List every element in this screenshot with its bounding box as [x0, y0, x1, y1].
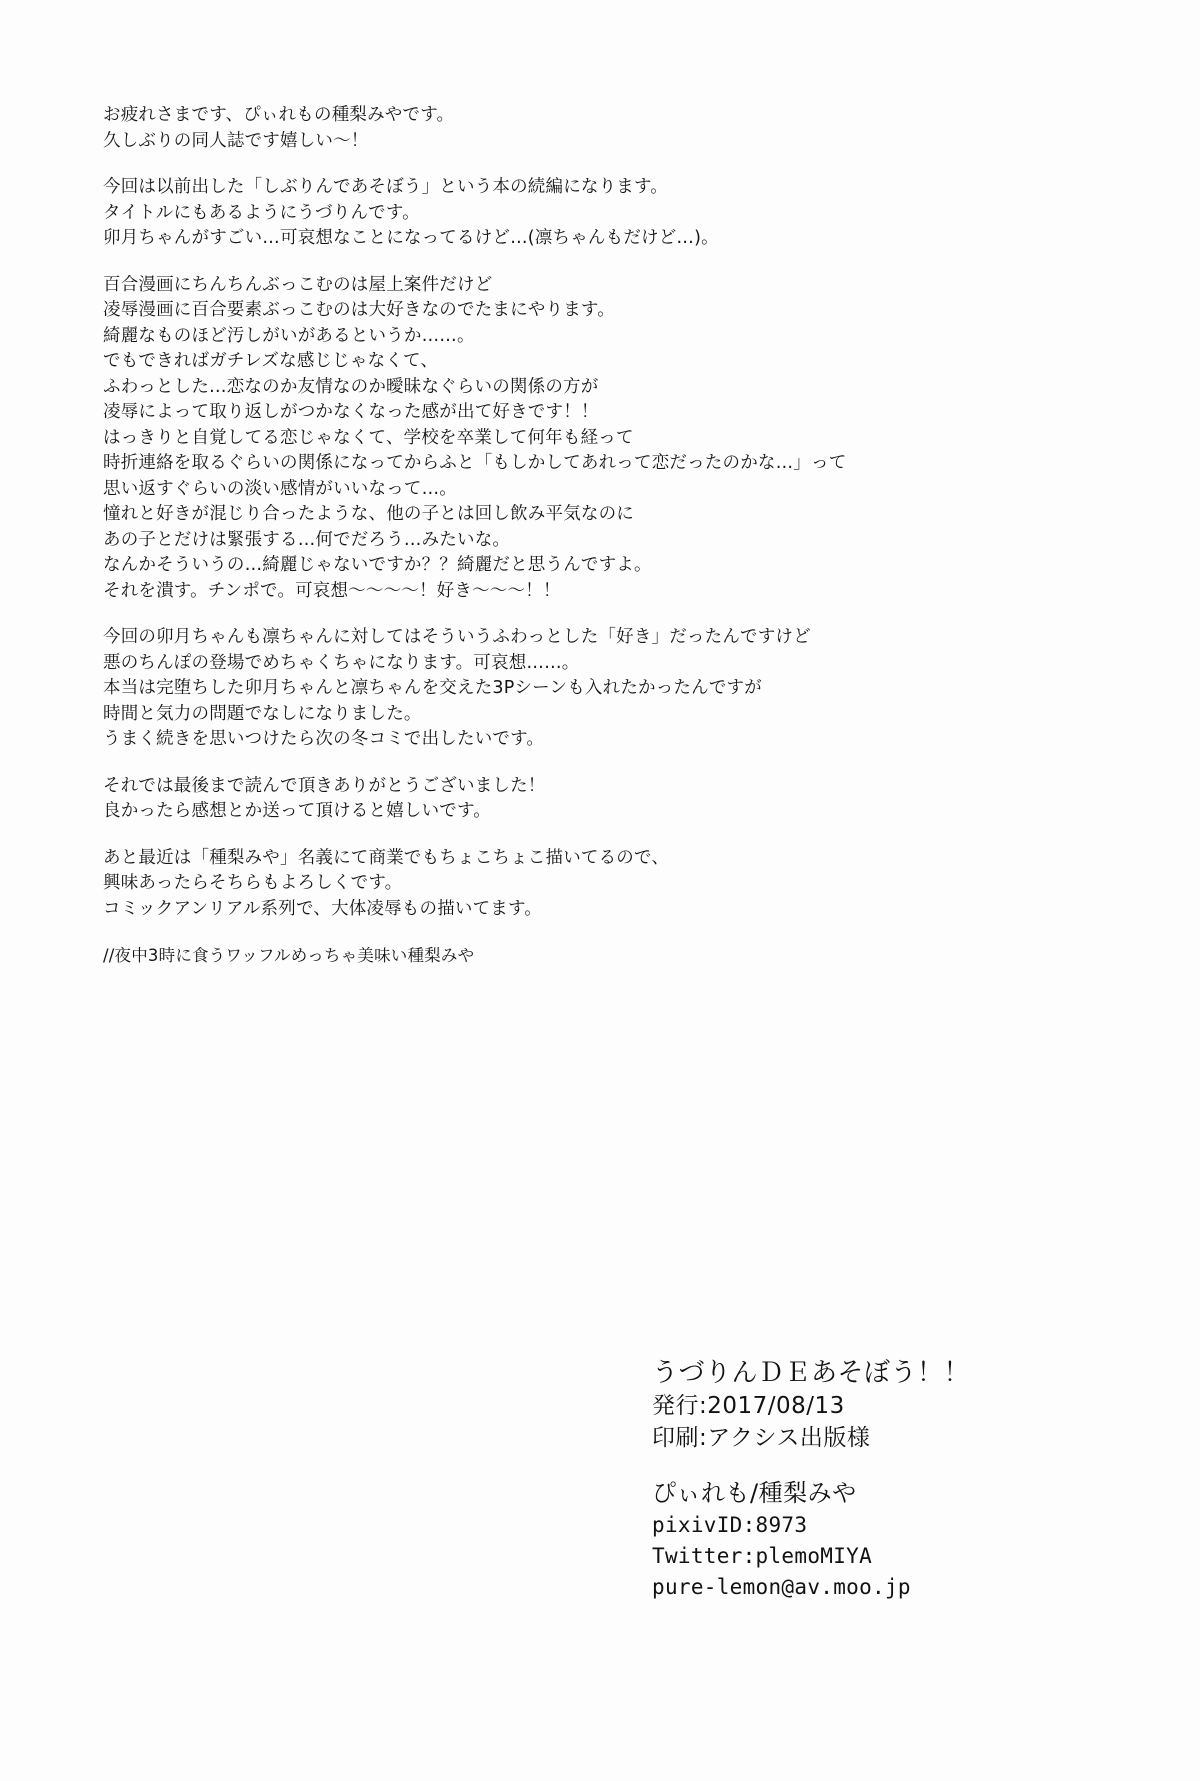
- afterword-line: 卯月ちゃんがすごい…可哀想なことになってるけど…(凛ちゃんもだけど…)。: [103, 228, 719, 248]
- afterword-line: あと最近は「種梨みや」名義にて商業でもちょこちょこ描いてるので、: [103, 847, 670, 868]
- afterword-line: はっきりと自覚してる恋じゃなくて、学校を卒業して何年も経って: [103, 427, 634, 448]
- paragraph-about-book: [103, 175, 1053, 252]
- afterword-line: 思い返すぐらいの淡い感情がいいなって…。: [103, 478, 457, 499]
- paragraph-greeting: [103, 103, 1053, 154]
- colophon-spacer: [652, 1454, 1112, 1476]
- afterword-line: それでは最後まで読んで頂きありがとうございました！: [103, 775, 546, 796]
- colophon-circle-author: ぴぃれも/種梨みや: [652, 1479, 857, 1507]
- afterword-line: 時間と気力の問題でなしになりました。: [103, 703, 422, 724]
- afterword-line: コミックアンリアル系列で、大体凌辱もの描いてます。: [103, 898, 542, 919]
- colophon-twitter: Twitter:plemoMIYA: [652, 1544, 873, 1568]
- colophon-contact-info: [652, 1476, 1112, 1603]
- colophon-email: pure-lemon@av.moo.jp: [652, 1575, 911, 1599]
- paragraph-main-thoughts: [103, 273, 1053, 605]
- afterword-line: ふわっとした…恋なのか友情なのか曖昧なぐらいの関係の方が: [103, 376, 599, 397]
- paragraph-this-time: [103, 625, 1053, 753]
- afterword-line: 悪のちんぽの登場でめちゃくちゃになります。可哀想……。: [103, 652, 580, 673]
- colophon-publication-info: [652, 1356, 1112, 1454]
- afterword-line: 今回の卯月ちゃんも凛ちゃんに対してはそういうふわっとした「好き」だったんですけど: [103, 627, 811, 647]
- afterword-line: あの子とだけは緊張する…何でだろう…みたいな。: [103, 529, 511, 550]
- colophon-publish-date: 発行:2017/08/13: [652, 1393, 845, 1419]
- afterword-line: 凌辱によって取り返しがつかなくなった感が出て好きです！！: [103, 402, 599, 422]
- afterword-line: でもできればガチレズな感じじゃなくて、: [103, 351, 439, 371]
- afterword-line: 時折連絡を取るぐらいの関係になってからふと「もしかしてあれって恋だったのかな…」って: [103, 453, 847, 473]
- afterword-line: 興味あったらそちらもよろしくです。: [103, 873, 403, 893]
- paragraph-commercial-note: [103, 846, 1053, 923]
- afterword-line: うまく続きを思いつけたら次の冬コミで出したいです。: [103, 729, 545, 749]
- afterword-line: 凌辱漫画に百合要素ぶっこむのは大好きなのでたまにやります。: [103, 300, 615, 320]
- paragraph-thanks: [103, 774, 1053, 825]
- colophon-block: [652, 1356, 1112, 1603]
- afterword-line: なんかそういうの…綺麗じゃないですか？？綺麗だと思うんですよ。: [103, 555, 652, 575]
- paragraph-signature-note: [103, 943, 1053, 969]
- afterword-line: 良かったら感想とか送って頂けると嬉しいです。: [103, 801, 491, 821]
- afterword-line: 本当は完堕ちした卯月ちゃんと凛ちゃんを交えた3Pシーンも入れたかったんですが: [103, 678, 762, 698]
- afterword-line: 百合漫画にちんちんぶっこむのは屋上案件だけど: [103, 274, 493, 295]
- afterword-text-block: [103, 103, 1053, 969]
- afterword-line: 今回は以前出した「しぶりんであそぼう」という本の続編になります。: [103, 177, 668, 197]
- afterword-line: お疲れさまです、ぴぃれもの種梨みやです。: [103, 105, 455, 125]
- afterword-line: 久しぶりの同人誌です嬉しい～！: [103, 130, 369, 151]
- colophon-title: うづりんＤＥあそぼう！！: [652, 1358, 971, 1388]
- afterword-line: 憧れと好きが混じり合ったような、他の子とは回し飲み平気なのに: [103, 504, 634, 524]
- afterword-line: タイトルにもあるようにうづりんです。: [103, 202, 420, 223]
- afterword-line: 綺麗なものほど汚しがいがあるというか……。: [103, 325, 475, 346]
- colophon-printer: 印刷:アクシス出版様: [652, 1425, 871, 1451]
- afterword-line: //夜中3時に食うワッフルめっちゃ美味い種梨みや: [103, 946, 475, 965]
- colophon-pixiv-id: pixivID:8973: [652, 1513, 808, 1537]
- afterword-line: それを潰す。チンポで。可哀想～～～～！好き～～～！！: [103, 580, 561, 601]
